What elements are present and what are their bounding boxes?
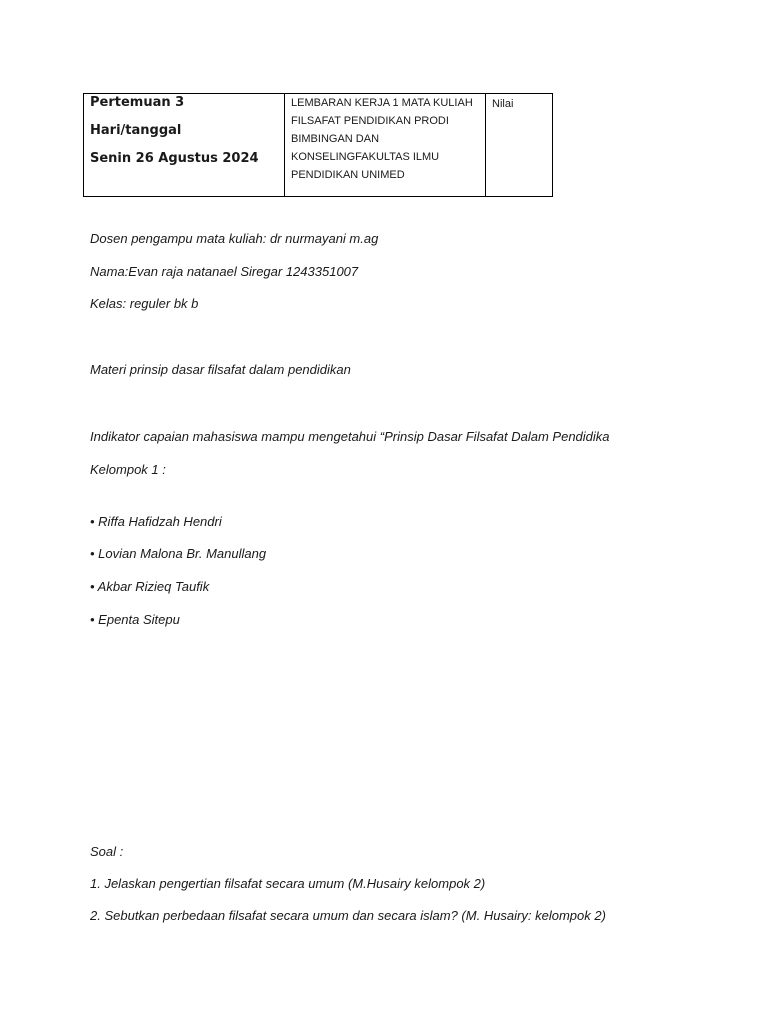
header-table bbox=[83, 93, 553, 197]
list-item: • Akbar Rizieq Taufik bbox=[90, 579, 210, 594]
group-label: Kelompok 1 : bbox=[90, 462, 166, 477]
worksheet-title: LEMBARAN KERJA 1 MATA KULIAH FILSAFAT PENDIDIKAN PRODI BIMBINGAN DAN KONSELINGFAKULTAS ILMU PENDIDIKAN UNIMED bbox=[291, 97, 473, 181]
question-item: 2. Sebutkan perbedaan filsafat secara umum dan secara islam? (M. Husairy: kelompok 2) bbox=[90, 908, 606, 923]
meeting-date: Senin 26 Agustus 2024 bbox=[90, 151, 259, 166]
question-item: 1. Jelaskan pengertian filsafat secara umum (M.Husairy kelompok 2) bbox=[90, 876, 486, 891]
day-label: Hari/tanggal bbox=[90, 123, 182, 138]
grade-cell bbox=[486, 94, 553, 197]
class-line: Kelas: reguler bk b bbox=[90, 296, 199, 311]
student-name-line: Nama:Evan raja natanael Siregar 1243351007 bbox=[90, 264, 359, 279]
grade-label: Nilai bbox=[492, 98, 514, 110]
questions-label: Soal : bbox=[90, 844, 124, 859]
meeting-number: Pertemuan 3 bbox=[90, 95, 185, 110]
list-item: • Epenta Sitepu bbox=[90, 612, 180, 627]
worksheet-title-cell bbox=[285, 94, 486, 197]
list-item: • Lovian Malona Br. Manullang bbox=[90, 546, 267, 561]
material-line: Materi prinsip dasar filsafat dalam pendidikan bbox=[90, 362, 351, 377]
meeting-cell bbox=[84, 94, 285, 197]
list-item: • Riffa Hafidzah Hendri bbox=[90, 514, 222, 529]
lecturer-line: Dosen pengampu mata kuliah: dr nurmayani m.ag bbox=[90, 231, 379, 246]
indicator-line: Indikator capaian mahasiswa mampu mengetahui “Prinsip Dasar Filsafat Dalam Pendidika bbox=[90, 429, 610, 444]
